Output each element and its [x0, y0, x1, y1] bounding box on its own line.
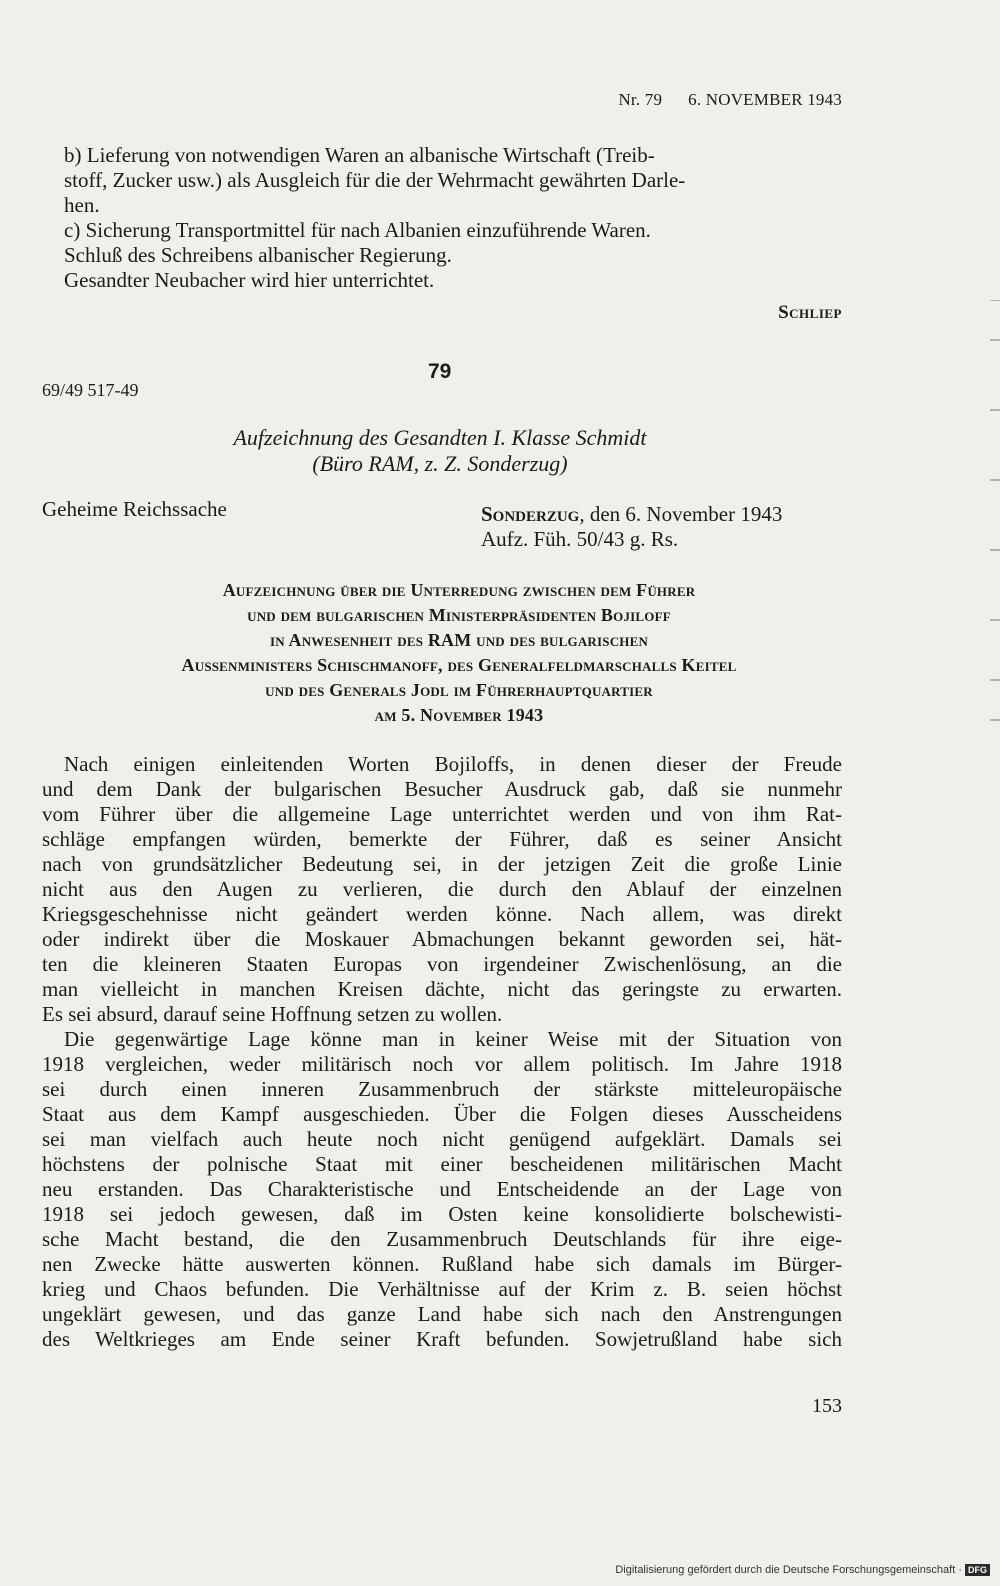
text-line: schläge empfangen würden, bemerkte der Führer, daß es seiner Ansicht	[42, 827, 842, 851]
running-header	[618, 90, 842, 110]
text-line: vom Führer über die allgemeine Lage unterrichtet werden und von ihm Rat-	[42, 802, 842, 826]
text-line: nach von grundsätzlicher Bedeutung sei, in der jetzigen Zeit die große Linie	[42, 852, 842, 876]
text-line: nicht aus den Augen zu verlieren, die durch den Ablauf der einzelnen	[42, 877, 842, 901]
classification: Geheime Reichssache	[42, 497, 227, 521]
subtitle-line: (Büro RAM, z. Z. Sonderzug)	[312, 451, 568, 476]
text-line: Nach einigen einleitenden Worten Bojiloffs, in denen dieser der Freude	[64, 752, 842, 776]
text-line: neu erstanden. Das Charakteristische und Entscheidende an der Lage von	[42, 1177, 842, 1201]
dfg-logo: DFG	[965, 1564, 990, 1576]
margin-bleed-marks	[982, 300, 1000, 740]
text-line: oder indirekt über die Moskauer Abmachungen bekannt geworden sei, hät-	[42, 927, 842, 951]
text-line: ungeklärt gewesen, und das ganze Land habe sich nach den Anstrengungen	[42, 1302, 842, 1326]
document-number: 79	[428, 360, 452, 383]
record-heading	[0, 578, 918, 728]
text-line: und dem Dank der bulgarischen Besucher Ausdruck gab, daß sie nunmehr	[42, 777, 842, 801]
date: , den 6. November 1943	[579, 502, 783, 526]
text-line: Staat aus dem Kampf ausgeschieden. Über die Folgen dieses Ausscheidens	[42, 1102, 842, 1126]
text-line: Kriegsgeschehnisse nicht geändert werden könne. Nach allem, was direkt	[42, 902, 842, 926]
place-and-date	[481, 502, 782, 552]
heading-line: Aufzeichnung über die Unterredung zwischen dem Führer	[222, 580, 696, 600]
text-line: sei durch einen inneren Zusammenbruch der stärkste mitteleuropäische	[42, 1077, 842, 1101]
text-line: Gesandter Neubacher wird hier unterrichtet.	[64, 268, 435, 292]
text-line: sche Macht bestand, die den Zusammenbruch Deutschlands für ihre eige-	[42, 1227, 842, 1251]
archive-reference: 69/49 517-49	[42, 380, 139, 400]
page-number: 153	[812, 1395, 842, 1417]
footer-text: Digitalisierung gefördert durch die Deutsche Forschungsgemeinschaft ·	[615, 1563, 962, 1576]
heading-line: und des Generals Jodl im Führerhauptquartier	[265, 680, 653, 700]
text-line: stoff, Zucker usw.) als Ausgleich für die der Wehrmacht gewährten Darle-	[64, 168, 686, 192]
heading-line: und dem bulgarischen Ministerpräsidenten Bojiloff	[247, 605, 671, 625]
paragraph-2	[42, 1027, 842, 1352]
heading-line: Aussenministers Schischmanoff, des Generalfeldmarschalls Keitel	[181, 655, 737, 675]
place: Sonderzug	[481, 502, 580, 526]
text-line: Die gegenwärtige Lage könne man in keiner Weise mit der Situation von	[64, 1027, 842, 1051]
text-line: c) Sicherung Transportmittel für nach Albanien einzuführende Waren.	[64, 218, 651, 242]
header-doc-number: Nr. 79	[618, 90, 663, 109]
text-line: krieg und Chaos befunden. Die Verhältnisse auf der Krim z. B. seien höchst	[42, 1277, 842, 1301]
text-line: hen.	[64, 193, 100, 217]
text-line: des Weltkrieges am Ende seiner Kraft befunden. Sowjetrußland habe sich	[42, 1327, 842, 1351]
text-line: höchstens der polnische Staat mit einer bescheidenen militärischen Macht	[42, 1152, 842, 1176]
previous-document-text	[42, 143, 842, 293]
text-line: 1918 vergleichen, weder militärisch noch vor allem politisch. Im Jahre 1918	[42, 1052, 842, 1076]
text-line: man vielleicht in manchen Kreisen dächte, nicht das geringste zu erwarten.	[42, 977, 842, 1001]
text-line: Schluß des Schreibens albanischer Regierung.	[64, 243, 452, 267]
heading-line: am 5. November 1943	[374, 705, 544, 725]
subtitle-line: Aufzeichnung des Gesandten I. Klasse Schmidt	[233, 425, 647, 450]
digitization-footer	[615, 1564, 990, 1576]
document-subtitle	[0, 425, 880, 477]
text-line: ten die kleineren Staaten Europas von irgendeiner Zwischenlösung, an die	[42, 952, 842, 976]
text-line: sei man vielfach auch heute noch nicht genügend aufgeklärt. Damals sei	[42, 1127, 842, 1151]
signature: Schliep	[778, 302, 842, 323]
header-date: 6. NOVEMBER 1943	[688, 90, 842, 109]
text-line: 1918 sei jedoch gewesen, daß im Osten keine konsolidierte bolschewisti-	[42, 1202, 842, 1226]
paragraph-1	[42, 752, 842, 1027]
text-line: b) Lieferung von notwendigen Waren an albanische Wirtschaft (Treib-	[64, 143, 655, 167]
file-number: Aufz. Füh. 50/43 g. Rs.	[481, 527, 679, 551]
heading-line: in Anwesenheit des RAM und des bulgarischen	[269, 630, 649, 650]
text-line: nen Zwecke hätte auswerten können. Rußland habe sich damals im Bürger-	[42, 1252, 842, 1276]
text-line: Es sei absurd, darauf seine Hoffnung setzen zu wollen.	[42, 1002, 503, 1026]
